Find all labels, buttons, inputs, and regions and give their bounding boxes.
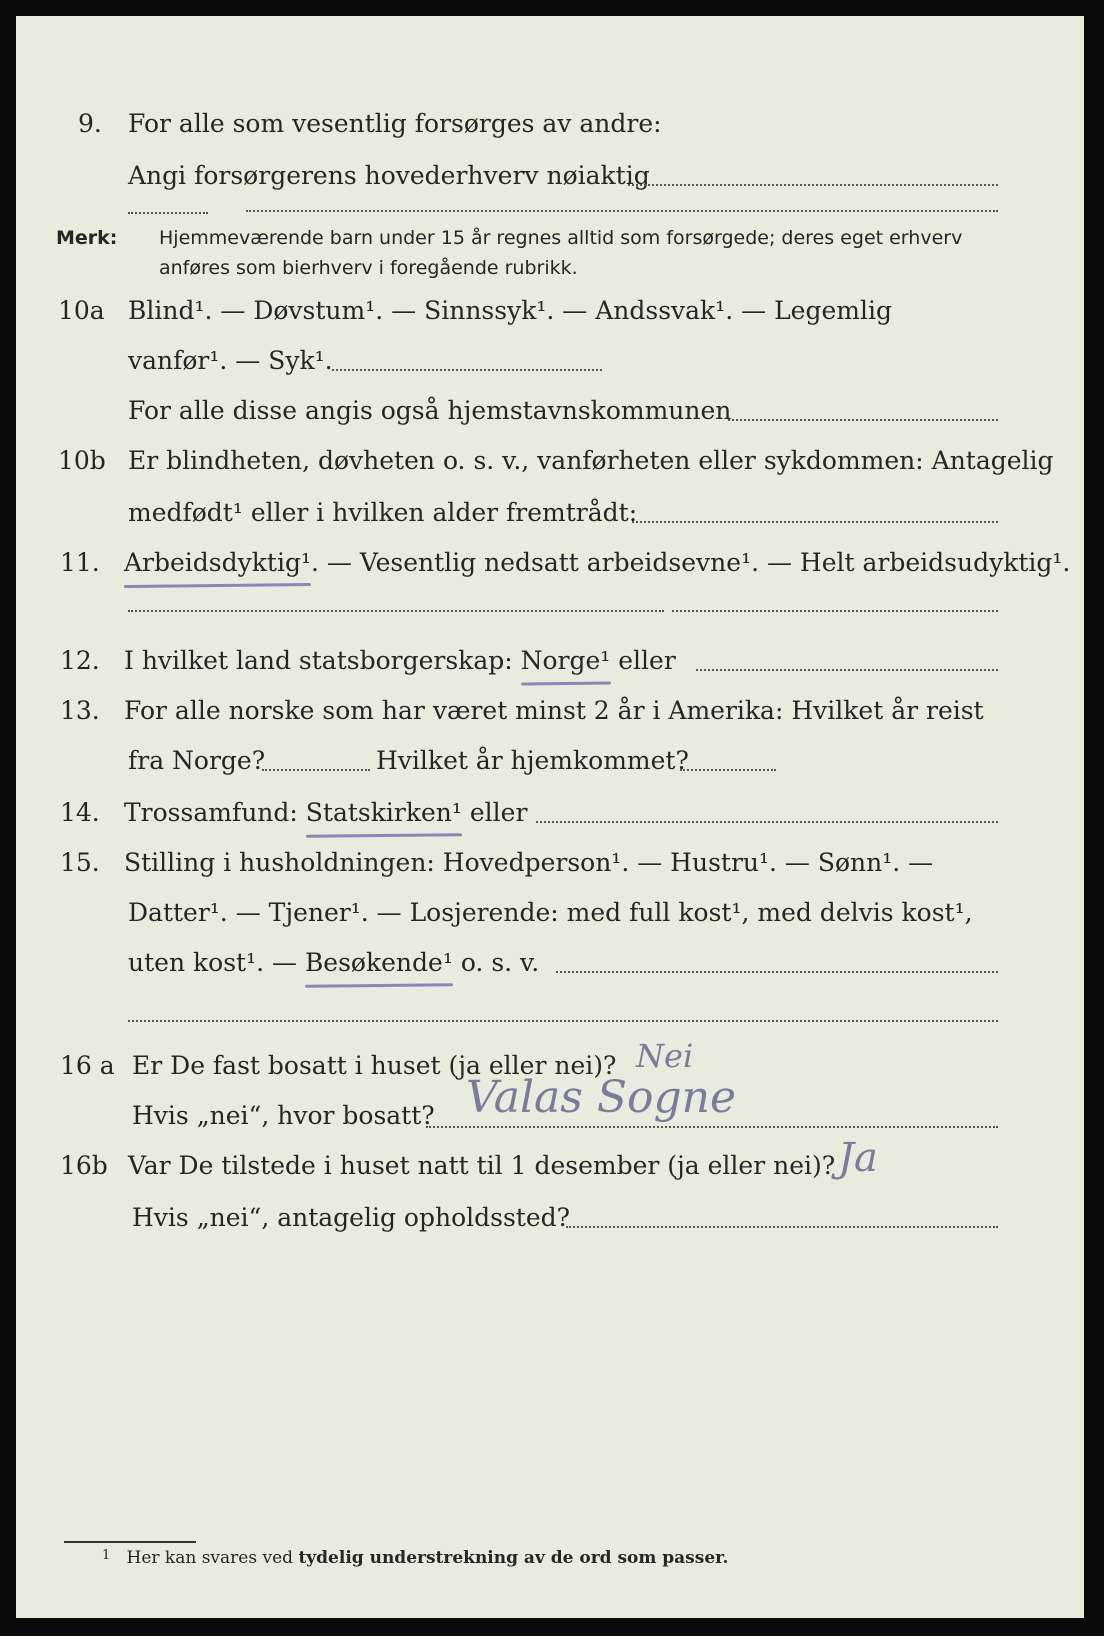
census-form-page (16, 16, 1084, 1618)
q9-answer-line[interactable] (628, 184, 998, 186)
q9-text: For alle som vesentlig forsørges av andre: (128, 109, 662, 138)
q10a-text-3: For alle disse angis også hjemstavnskommunen (128, 396, 732, 425)
q10a-row-2 (16, 341, 1084, 381)
q15-text-2: Datter¹. — Tjener¹. — Losjerende: med full kost¹, med delvis kost¹, (128, 898, 973, 927)
merk-line-1: Hjemmeværende barn under 15 år regnes alltid som forsørgede; deres eget erhverv (159, 227, 963, 249)
q15-underlined: Besøkende¹ (305, 943, 453, 983)
q16a-handwritten-answer: Nei (636, 1037, 694, 1075)
q16a-text: Er De fast bosatt i huset (ja eller nei)? (132, 1051, 617, 1080)
q11-line-a[interactable] (128, 610, 664, 612)
q16a-handwritten-bosatt: Valas Sogne (466, 1072, 737, 1123)
q16b-opholdssted-line[interactable] (566, 1226, 998, 1228)
footnote-mark: 1 (102, 1548, 111, 1563)
q12-answer-line[interactable] (696, 669, 998, 671)
q16b-number: 16b (60, 1151, 108, 1180)
q11-underlined: Arbeidsdyktig¹ (124, 543, 311, 583)
q12-underlined: Norge¹ (521, 641, 611, 681)
footnote-bold: tydelig understrekning av de ord som passer. (298, 1548, 729, 1568)
q14-underlined: Statskirken¹ (306, 793, 462, 833)
q14-pre: Trossamfund: (124, 798, 298, 827)
q15-number: 15. (60, 848, 100, 877)
q10a-kommune-line[interactable] (728, 419, 998, 421)
q9-row-2 (16, 156, 1084, 196)
q10a-number: 10a (58, 296, 105, 325)
footnote (102, 1548, 728, 1568)
q13-text-2b: Hvilket år hjemkommet? (376, 746, 689, 775)
q14-text (124, 793, 527, 833)
q10a-syk-line[interactable] (332, 369, 602, 371)
q15-answer-line[interactable] (556, 971, 998, 973)
q13-reist-line[interactable] (262, 769, 370, 771)
q11-row (16, 543, 1084, 583)
q11-number: 11. (60, 548, 100, 577)
q13-row-2 (16, 741, 1084, 781)
q14-number: 14. (60, 798, 100, 827)
q16b-row (16, 1135, 1084, 1186)
q16b-handwritten-answer: Ja (838, 1135, 878, 1181)
q9-text-2: Angi forsørgerens hovederhverv nøiaktig (128, 161, 650, 190)
q9-number: 9. (78, 109, 102, 138)
q10b-number: 10b (58, 446, 106, 475)
q16b-text: Var De tilstede i huset natt til 1 desember (ja eller nei)? (128, 1151, 836, 1180)
q11-rest: . — Vesentlig nedsatt arbeidsevne¹. — Helt arbeidsudyktig¹. (310, 548, 1071, 577)
q10b-answer-line[interactable] (632, 521, 998, 523)
q12-text (124, 641, 676, 681)
q14-answer-line[interactable] (536, 821, 998, 823)
q16a-bosatt-line[interactable] (426, 1126, 998, 1128)
q12-pre: I hvilket land statsborgerskap: (124, 646, 513, 675)
q15-row-3 (16, 943, 1084, 983)
q10a-row (16, 291, 1084, 331)
footnote-rule (64, 1541, 196, 1543)
q15-extra-line[interactable] (128, 1020, 998, 1022)
q15-text: Stilling i husholdningen: Hovedperson¹. — Hustru¹. — Sønn¹. — (124, 848, 934, 877)
q11-text (124, 543, 1070, 583)
q11-line-b[interactable] (672, 610, 998, 612)
q16a-number: 16 a (60, 1051, 115, 1080)
merk-label: Merk: (56, 227, 118, 249)
q15-pre: uten kost¹. — (128, 948, 297, 977)
q13-text: For alle norske som har været minst 2 år i Amerika: Hvilket år reist (124, 696, 984, 725)
q9-row (16, 104, 1084, 144)
q16b-row-2 (16, 1198, 1084, 1238)
q10a-text-2: vanfør¹. — Syk¹. (128, 346, 333, 375)
q16a-text-2: Hvis „nei“, hvor bosatt? (132, 1101, 435, 1130)
q12-number: 12. (60, 646, 100, 675)
merk-line-2: anføres som bierhverv i foregående rubrikk. (159, 257, 578, 279)
q10b-row-2 (16, 493, 1084, 533)
q9-extra-line-a[interactable] (128, 212, 208, 214)
q13-hjemkommet-line[interactable] (680, 769, 776, 771)
q10b-text: Er blindheten, døvheten o. s. v., vanførheten eller sykdommen: Antagelig (128, 446, 1054, 475)
q13-number: 13. (60, 696, 100, 725)
q14-row (16, 793, 1084, 833)
q13-text-2a: fra Norge? (128, 746, 266, 775)
q15-text-3 (128, 943, 539, 983)
merk-note (56, 223, 1056, 283)
q16a-row-2 (16, 1072, 1084, 1136)
q15-row-2 (16, 893, 1084, 933)
q10a-text: Blind¹. — Døvstum¹. — Sinnssyk¹. — Andssvak¹. — Legemlig (128, 296, 892, 325)
q10a-row-3 (16, 391, 1084, 431)
q15-post: o. s. v. (460, 948, 540, 977)
q16b-text-2: Hvis „nei“, antagelig opholdssted? (132, 1203, 571, 1232)
q13-row (16, 691, 1084, 731)
q15-row (16, 843, 1084, 883)
q12-post: eller (618, 646, 676, 675)
q10b-row (16, 441, 1084, 481)
q10b-text-2: medfødt¹ eller i hvilken alder fremtrådt: (128, 498, 638, 527)
footnote-pre: Her kan svares ved (126, 1548, 294, 1568)
q12-row (16, 641, 1084, 681)
q9-extra-line-b[interactable] (246, 210, 998, 212)
q14-post: eller (469, 798, 528, 827)
